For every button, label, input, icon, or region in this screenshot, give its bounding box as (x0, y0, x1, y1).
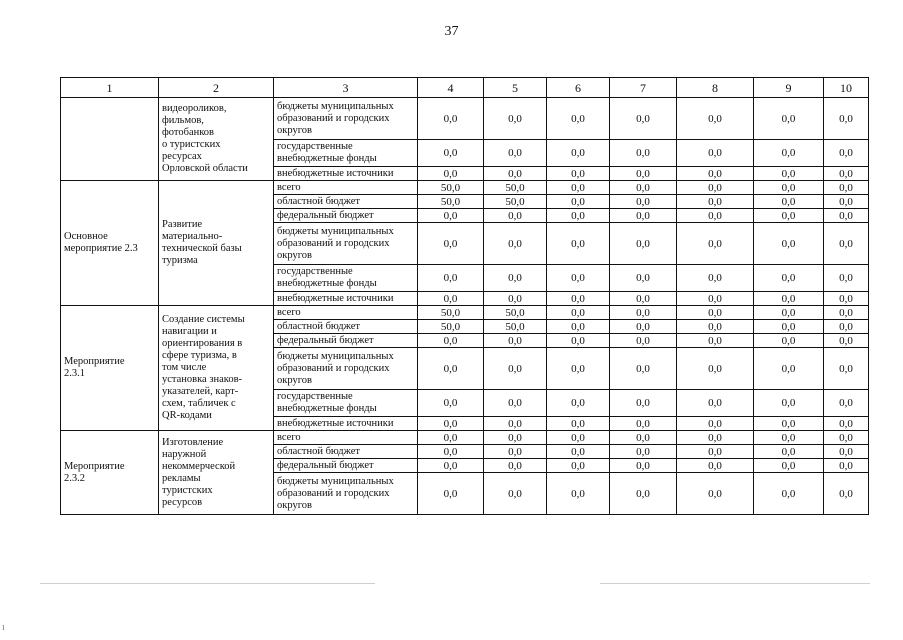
amount-cell: 0,0 (610, 334, 677, 348)
amount-cell: 0,0 (547, 209, 610, 223)
amount-cell: 0,0 (418, 473, 484, 515)
amount-cell: 0,0 (610, 223, 677, 265)
amount-cell: 0,0 (824, 473, 869, 515)
amount-cell: 0,0 (547, 431, 610, 445)
amount-cell: 0,0 (754, 167, 824, 181)
amount-cell: 0,0 (824, 223, 869, 265)
column-header: 9 (754, 78, 824, 98)
amount-cell: 0,0 (547, 306, 610, 320)
funding-source-cell: всего (274, 431, 418, 445)
amount-cell: 0,0 (754, 140, 824, 167)
amount-cell: 0,0 (418, 390, 484, 417)
amount-cell: 0,0 (610, 473, 677, 515)
amount-cell: 0,0 (824, 209, 869, 223)
amount-cell: 0,0 (610, 348, 677, 390)
amount-cell: 0,0 (610, 390, 677, 417)
amount-cell: 0,0 (418, 292, 484, 306)
amount-cell: 0,0 (547, 390, 610, 417)
amount-cell: 0,0 (484, 445, 547, 459)
amount-cell: 0,0 (824, 320, 869, 334)
amount-cell: 0,0 (677, 445, 754, 459)
amount-cell: 0,0 (547, 98, 610, 140)
funding-source-cell: федеральный бюджет (274, 334, 418, 348)
amount-cell: 0,0 (547, 265, 610, 292)
amount-cell: 0,0 (547, 167, 610, 181)
amount-cell: 0,0 (677, 292, 754, 306)
amount-cell: 0,0 (547, 417, 610, 431)
measure-name-cell: Мероприятие 2.3.2 (61, 431, 159, 515)
amount-cell: 0,0 (418, 140, 484, 167)
amount-cell: 50,0 (484, 181, 547, 195)
column-number-row (61, 78, 869, 98)
amount-cell: 0,0 (484, 334, 547, 348)
column-header: 7 (610, 78, 677, 98)
amount-cell: 0,0 (418, 417, 484, 431)
funding-source-cell: всего (274, 306, 418, 320)
amount-cell: 0,0 (610, 431, 677, 445)
amount-cell: 0,0 (824, 334, 869, 348)
funding-source-cell: бюджеты муниципальных образований и городских округов (274, 98, 418, 140)
column-header: 6 (547, 78, 610, 98)
amount-cell: 0,0 (610, 445, 677, 459)
amount-cell: 0,0 (418, 334, 484, 348)
amount-cell: 0,0 (484, 431, 547, 445)
amount-cell: 0,0 (547, 348, 610, 390)
amount-cell: 0,0 (824, 265, 869, 292)
amount-cell: 0,0 (754, 265, 824, 292)
amount-cell: 0,0 (824, 445, 869, 459)
amount-cell: 0,0 (610, 209, 677, 223)
amount-cell: 50,0 (484, 320, 547, 334)
amount-cell: 0,0 (754, 473, 824, 515)
funding-source-cell: всего (274, 181, 418, 195)
amount-cell: 0,0 (677, 473, 754, 515)
funding-source-cell: бюджеты муниципальных образований и городских округов (274, 223, 418, 265)
amount-cell: 0,0 (824, 390, 869, 417)
amount-cell: 0,0 (484, 209, 547, 223)
amount-cell: 0,0 (677, 209, 754, 223)
table-row (61, 181, 869, 195)
amount-cell: 0,0 (754, 223, 824, 265)
amount-cell: 0,0 (484, 98, 547, 140)
column-header: 8 (677, 78, 754, 98)
amount-cell: 0,0 (677, 390, 754, 417)
amount-cell: 0,0 (677, 431, 754, 445)
funding-source-cell: областной бюджет (274, 195, 418, 209)
amount-cell: 0,0 (547, 181, 610, 195)
amount-cell: 0,0 (484, 417, 547, 431)
funding-source-cell: внебюджетные источники (274, 417, 418, 431)
amount-cell: 0,0 (824, 348, 869, 390)
amount-cell: 0,0 (610, 195, 677, 209)
amount-cell: 0,0 (754, 292, 824, 306)
amount-cell: 50,0 (418, 320, 484, 334)
table-row (61, 306, 869, 320)
amount-cell: 0,0 (484, 473, 547, 515)
funding-source-cell: бюджеты муниципальных образований и городских округов (274, 348, 418, 390)
column-header: 2 (159, 78, 274, 98)
amount-cell: 0,0 (754, 390, 824, 417)
table-row (61, 431, 869, 445)
amount-cell: 0,0 (484, 390, 547, 417)
amount-cell: 0,0 (754, 417, 824, 431)
funding-source-cell: бюджеты муниципальных образований и городских округов (274, 473, 418, 515)
amount-cell: 0,0 (610, 265, 677, 292)
column-header: 5 (484, 78, 547, 98)
amount-cell: 0,0 (418, 209, 484, 223)
column-header: 4 (418, 78, 484, 98)
amount-cell: 0,0 (610, 292, 677, 306)
amount-cell: 0,0 (824, 98, 869, 140)
amount-cell: 0,0 (677, 320, 754, 334)
amount-cell: 0,0 (754, 320, 824, 334)
amount-cell: 0,0 (610, 140, 677, 167)
amount-cell: 0,0 (547, 140, 610, 167)
amount-cell: 0,0 (484, 167, 547, 181)
amount-cell: 0,0 (484, 348, 547, 390)
amount-cell: 0,0 (547, 334, 610, 348)
amount-cell: 0,0 (484, 292, 547, 306)
amount-cell: 0,0 (610, 181, 677, 195)
column-header: 3 (274, 78, 418, 98)
funding-source-cell: областной бюджет (274, 445, 418, 459)
funding-source-cell: внебюджетные источники (274, 167, 418, 181)
amount-cell: 0,0 (610, 167, 677, 181)
amount-cell: 0,0 (677, 140, 754, 167)
table-row (61, 98, 869, 140)
amount-cell: 0,0 (418, 348, 484, 390)
amount-cell: 0,0 (418, 98, 484, 140)
amount-cell: 0,0 (418, 459, 484, 473)
amount-cell: 0,0 (824, 431, 869, 445)
amount-cell: 0,0 (677, 195, 754, 209)
amount-cell: 0,0 (677, 265, 754, 292)
amount-cell: 0,0 (824, 181, 869, 195)
amount-cell: 0,0 (677, 459, 754, 473)
amount-cell: 0,0 (824, 417, 869, 431)
amount-cell: 0,0 (418, 431, 484, 445)
funding-source-cell: областной бюджет (274, 320, 418, 334)
measure-description-cell: Создание системы навигации и ориентирования в сфере туризма, в том числе установка знаков- указателей, карт- схем, табличек с QR-кодами (159, 306, 274, 431)
amount-cell: 50,0 (484, 306, 547, 320)
amount-cell: 0,0 (754, 209, 824, 223)
amount-cell: 0,0 (677, 181, 754, 195)
funding-source-cell: государственные внебюджетные фонды (274, 390, 418, 417)
amount-cell: 0,0 (677, 348, 754, 390)
measure-name-cell: Мероприятие 2.3.1 (61, 306, 159, 431)
amount-cell: 0,0 (754, 431, 824, 445)
amount-cell: 0,0 (484, 265, 547, 292)
funding-source-cell: федеральный бюджет (274, 209, 418, 223)
amount-cell: 0,0 (754, 195, 824, 209)
measure-description-cell: Развитие материально- технической базы туризма (159, 181, 274, 306)
amount-cell: 0,0 (547, 459, 610, 473)
amount-cell: 0,0 (547, 473, 610, 515)
amount-cell: 0,0 (824, 140, 869, 167)
amount-cell: 50,0 (484, 195, 547, 209)
amount-cell: 0,0 (677, 167, 754, 181)
amount-cell: 0,0 (610, 417, 677, 431)
scan-artifact-line (600, 583, 870, 584)
measure-name-cell (61, 98, 159, 181)
column-header: 10 (824, 78, 869, 98)
amount-cell: 0,0 (418, 167, 484, 181)
amount-cell: 0,0 (677, 306, 754, 320)
amount-cell: 0,0 (754, 459, 824, 473)
amount-cell: 0,0 (547, 292, 610, 306)
amount-cell: 0,0 (484, 223, 547, 265)
measure-name-cell: Основное мероприятие 2.3 (61, 181, 159, 306)
funding-source-cell: государственные внебюджетные фонды (274, 265, 418, 292)
funding-source-cell: государственные внебюджетные фонды (274, 140, 418, 167)
amount-cell: 0,0 (824, 195, 869, 209)
scan-artifact-mark: ı (2, 622, 5, 633)
amount-cell: 0,0 (484, 459, 547, 473)
amount-cell: 0,0 (754, 306, 824, 320)
amount-cell: 0,0 (824, 459, 869, 473)
amount-cell: 0,0 (418, 223, 484, 265)
scan-artifact-line (40, 583, 375, 584)
amount-cell: 0,0 (610, 98, 677, 140)
amount-cell: 0,0 (824, 167, 869, 181)
amount-cell: 0,0 (754, 334, 824, 348)
funding-source-cell: внебюджетные источники (274, 292, 418, 306)
amount-cell: 0,0 (824, 292, 869, 306)
amount-cell: 50,0 (418, 306, 484, 320)
funding-source-cell: федеральный бюджет (274, 459, 418, 473)
amount-cell: 0,0 (418, 265, 484, 292)
amount-cell: 0,0 (610, 306, 677, 320)
amount-cell: 0,0 (754, 98, 824, 140)
page-number: 37 (444, 24, 459, 39)
column-header: 1 (61, 78, 159, 98)
amount-cell: 0,0 (547, 445, 610, 459)
measure-description-cell: видеороликов, фильмов, фотобанков о туристских ресурсах Орловской области (159, 98, 274, 181)
amount-cell: 0,0 (754, 181, 824, 195)
amount-cell: 0,0 (610, 320, 677, 334)
amount-cell: 0,0 (824, 306, 869, 320)
amount-cell: 0,0 (754, 348, 824, 390)
amount-cell: 50,0 (418, 195, 484, 209)
amount-cell: 0,0 (547, 195, 610, 209)
amount-cell: 0,0 (610, 459, 677, 473)
measure-description-cell: Изготовление наружной некоммерческой рекламы туристских ресурсов (159, 431, 274, 515)
amount-cell: 50,0 (418, 181, 484, 195)
amount-cell: 0,0 (677, 223, 754, 265)
amount-cell: 0,0 (547, 320, 610, 334)
amount-cell: 0,0 (677, 334, 754, 348)
amount-cell: 0,0 (418, 445, 484, 459)
amount-cell: 0,0 (484, 140, 547, 167)
funding-table (60, 77, 869, 515)
amount-cell: 0,0 (754, 445, 824, 459)
amount-cell: 0,0 (677, 417, 754, 431)
amount-cell: 0,0 (547, 223, 610, 265)
amount-cell: 0,0 (677, 98, 754, 140)
